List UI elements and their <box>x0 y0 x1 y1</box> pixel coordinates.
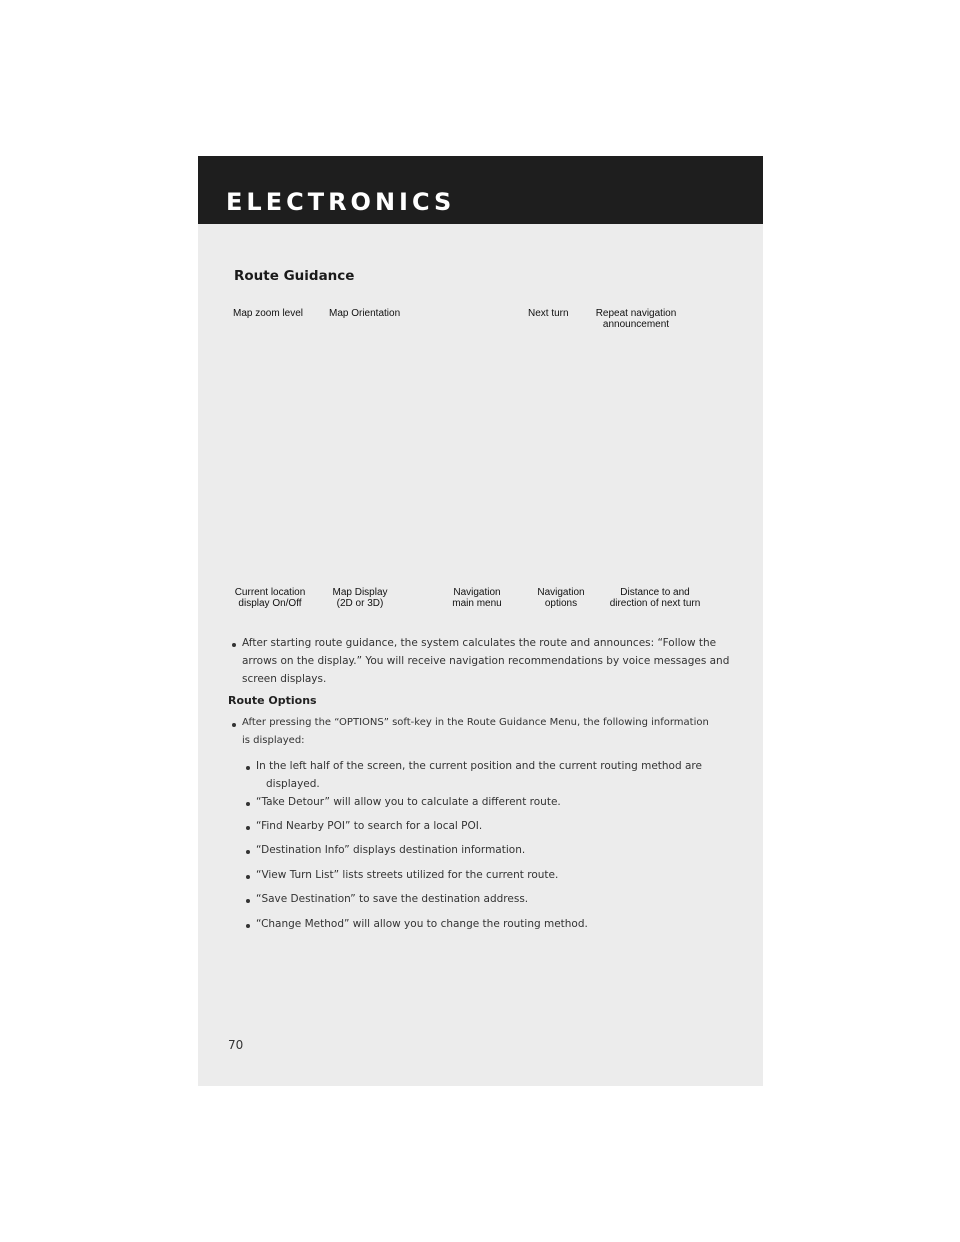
callout-map-zoom-level: Map zoom level <box>233 308 304 319</box>
section-header-title: ELECTRONICS <box>226 188 456 216</box>
callout-next-turn: Next turn <box>528 308 569 319</box>
bullet-dot <box>246 850 250 854</box>
route-guidance-title: Route Guidance <box>234 268 355 284</box>
bullet-dot <box>246 924 250 928</box>
bullet-dot <box>232 643 236 647</box>
list-item-current-position: In the left half of the screen, the current position and the current routing method are displayed. <box>256 760 702 790</box>
paragraph-route-guidance: After starting route guidance, the system calculates the route and announces: “Follow the arrows on the display.” You will receive navigation recommendations by voice messages and screen displays. <box>242 637 730 685</box>
bullet-dot <box>246 899 250 903</box>
list-item-destination-info: “Destination Info” displays destination information. <box>256 844 526 856</box>
route-options-heading: Route Options <box>228 694 317 707</box>
callout-repeat-navigation-announcement: Repeat navigation announcement <box>595 308 677 330</box>
bullet-dot <box>246 766 250 770</box>
list-item-find-nearby-poi: “Find Nearby POI” to search for a local POI. <box>256 820 483 832</box>
paragraph-route-options-intro: After pressing the “OPTIONS” soft-key in the Route Guidance Menu, the following information is displayed: <box>242 717 709 746</box>
section-header-bar <box>198 156 763 224</box>
list-item-save-destination: “Save Destination” to save the destination address. <box>256 893 529 905</box>
bullet-dot <box>246 875 250 879</box>
callout-distance-direction-next-turn: Distance to and direction of next turn <box>609 587 701 609</box>
list-item-change-method: “Change Method” will allow you to change the routing method. <box>256 918 588 930</box>
list-item-view-turn-list: “View Turn List” lists streets utilized for the current route. <box>256 869 559 881</box>
callout-map-orientation: Map Orientation <box>329 308 401 319</box>
bullet-dot <box>232 723 236 727</box>
bullet-dot <box>246 802 250 806</box>
callout-current-location-display: Current location display On/Off <box>234 587 306 609</box>
manual-page <box>198 156 763 1086</box>
callout-navigation-options: Navigation options <box>537 587 585 609</box>
page-number: 70 <box>228 1038 244 1052</box>
bullet-dot <box>246 826 250 830</box>
list-item-take-detour: “Take Detour” will allow you to calculate a different route. <box>256 796 561 808</box>
callout-navigation-main-menu: Navigation main menu <box>452 587 502 609</box>
callout-map-display: Map Display (2D or 3D) <box>332 587 388 609</box>
